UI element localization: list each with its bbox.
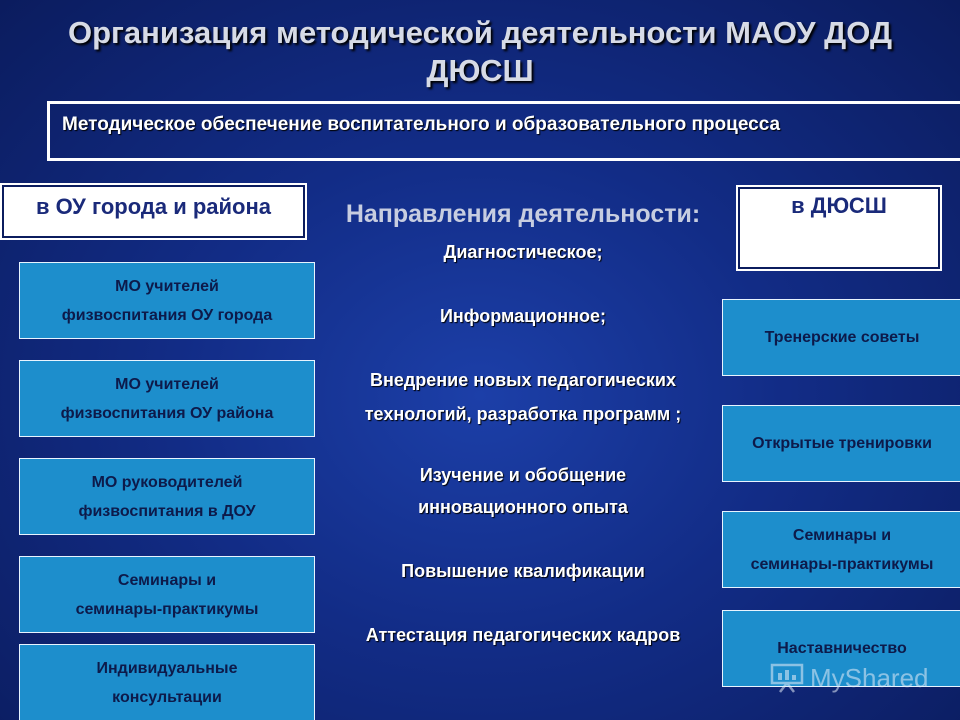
box-line: Наставничество (777, 640, 907, 657)
box-line: Семинары и (117, 571, 217, 589)
watermark-text: MyShared (810, 662, 929, 693)
box-line: Семинары и (792, 526, 892, 544)
subtitle-text: Методическое обеспечение воспитательного и образовательного процесса (62, 114, 781, 135)
box-line: физвоспитания в ДОУ (78, 502, 256, 520)
page-title (0, 14, 960, 90)
right-box-open-trainings (722, 405, 960, 482)
left-box-mo-city (19, 262, 315, 339)
left-header-box (0, 183, 307, 240)
box-line: МО учителей (115, 375, 219, 393)
box-line: Тренерские советы (764, 329, 920, 346)
direction-item: Информационное; (439, 306, 607, 326)
title-line-2: ДЮСШ (426, 53, 534, 88)
left-box-consultations (19, 644, 315, 720)
box-line: МО руководителей (91, 473, 243, 491)
right-box-coach-councils (722, 299, 960, 376)
subtitle-box (47, 101, 960, 161)
direction-item: Изучение и обобщение (419, 465, 627, 485)
right-header-text: в ДЮСШ (791, 193, 887, 218)
left-box-seminars (19, 556, 315, 633)
watermark (770, 660, 960, 696)
direction-item: Диагностическое; (443, 242, 603, 262)
left-box-mo-district (19, 360, 315, 437)
direction-item: Аттестация педагогических кадров (365, 625, 681, 645)
box-line: Открытые тренировки (752, 435, 932, 452)
box-line: физвоспитания ОУ города (61, 306, 273, 324)
box-line: физвоспитания ОУ района (60, 404, 274, 422)
direction-item: Повышение квалификации (401, 561, 645, 581)
right-box-seminars (722, 511, 960, 588)
presentation-icon (770, 663, 804, 693)
left-box-mo-preschool (19, 458, 315, 535)
direction-item: инновационного опыта (418, 497, 628, 517)
direction-item: Внедрение новых педагогических (369, 370, 677, 390)
box-line: Индивидуальные (96, 660, 238, 677)
right-header-box (736, 185, 942, 271)
title-line-1: Организация методической деятельности МАОУ ДОД (67, 15, 893, 50)
box-line: семинары-практикумы (75, 600, 259, 618)
box-line: семинары-практикумы (750, 555, 934, 573)
directions-title: Направления деятельности: (345, 200, 701, 228)
left-header-text: в ОУ города и района (35, 194, 271, 219)
direction-item: технологий, разработка программ ; (364, 404, 682, 424)
box-line: МО учителей (115, 277, 219, 295)
box-line: консультации (112, 689, 222, 706)
